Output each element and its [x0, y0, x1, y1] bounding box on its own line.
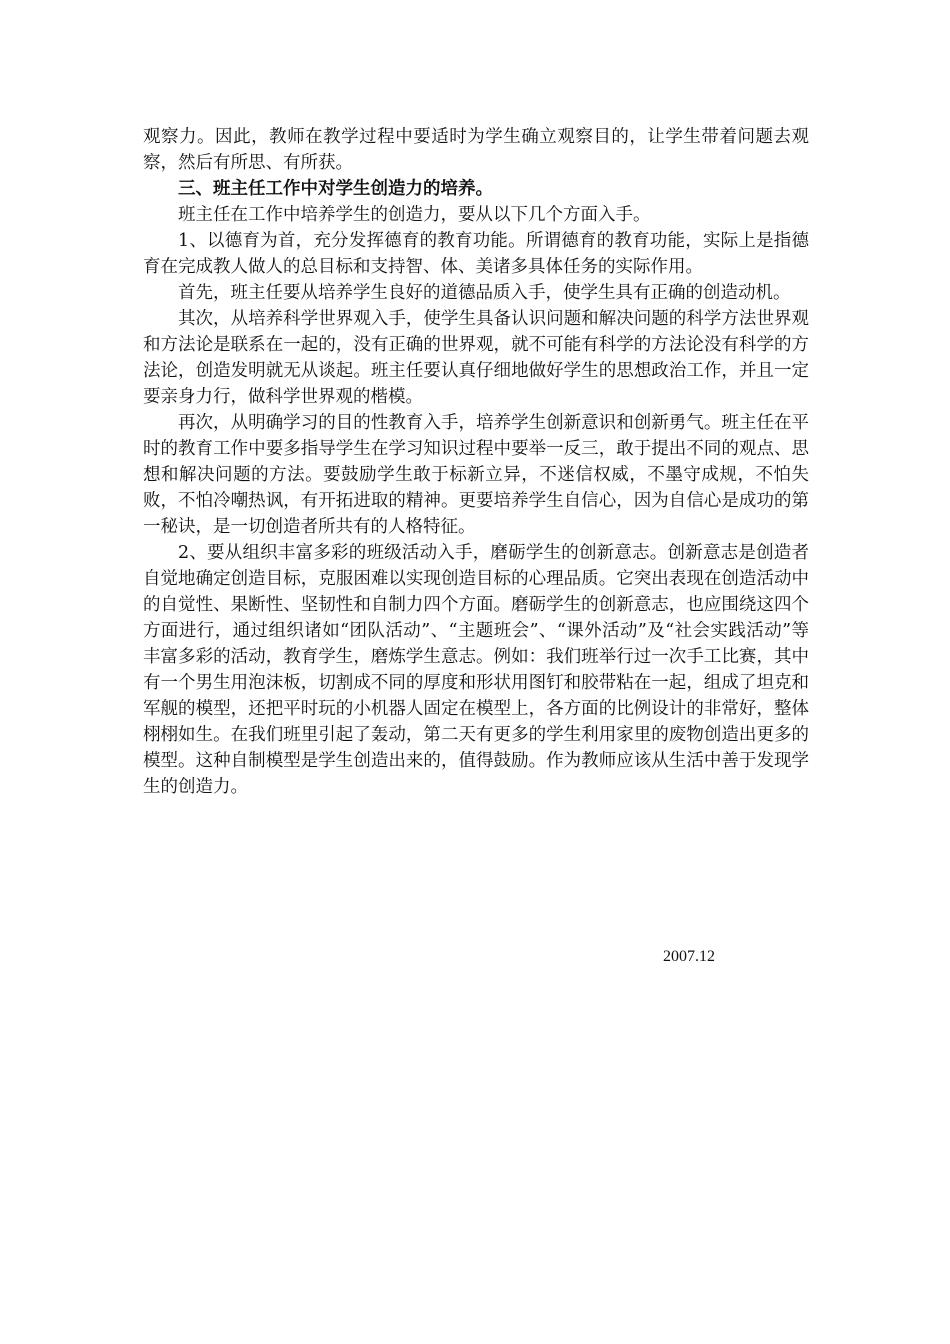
paragraph-intro: 班主任在工作中培养学生的创造力，要从以下几个方面入手。: [178, 205, 651, 225]
paragraph-second: 其次，从培养科学世界观入手，使学生具备认识问题和解决问题的科学方法世界观和方法论是联系在一起的，没有正确的世界观，就不可能有科学的方法论没有科学的方法论，创造发明就无从谈起。班主任要认真仔细地做好学生的思想政治工作，并且一定要亲身力行，做科学世界观的楷模。: [143, 309, 809, 407]
paragraph-point-2: 2、要从组织丰富多彩的班级活动入手，磨砺学生的创新意志。创新意志是创造者自觉地确定创造目标，克服困难以实现创造目标的心理品质。它突出表现在创造活动中的自觉性、果断性、坚韧性和自制力四个方面。磨砺学生的创新意志，也应围绕这四个方面进行，通过组织诸如“团队活动”、“主题班会”、“课外活动”及“社会实践活动”等丰富多彩的活动，教育学生，磨炼学生意志。例如：我们班举行过一次手工比赛，其中有一个男生用泡沫板，切割成不同的厚度和形状用图钉和胶带粘在一起，组成了坦克和军舰的模型，还把平时玩的小机器人固定在模型上，各方面的比例设计的非常好，整体栩栩如生。在我们班里引起了轰动，第二天有更多的学生利用家里的废物创造出更多的模型。这种自制模型是学生创造出来的，值得鼓励。作为教师应该从生活中善于发现学生的创造力。: [143, 543, 809, 797]
section-heading: 三、班主任工作中对学生创造力的培养。: [178, 179, 493, 199]
document-body: [143, 124, 809, 800]
paragraph-point-1: 1、以德育为首，充分发挥德育的教育功能。所谓德育的教育功能，实际上是指德育在完成教人做人的总目标和支持智、体、美诸多具体任务的实际作用。: [143, 231, 809, 277]
document-date: 2007.12: [663, 948, 715, 965]
paragraph-first: 首先，班主任要从培养学生良好的道德品质入手，使学生具有正确的创造动机。: [178, 283, 791, 303]
paragraph-continuation: 观察力。因此，教师在教学过程中要适时为学生确立观察目的，让学生带着问题去观察，然后有所思、有所获。: [143, 127, 809, 173]
paragraph-third: 再次，从明确学习的目的性教育入手，培养学生创新意识和创新勇气。班主任在平时的教育工作中要多指导学生在学习知识过程中要举一反三，敢于提出不同的观点、思想和解决问题的方法。要鼓励学生敢于标新立异，不迷信权威，不墨守成规，不怕失败，不怕冷嘲热讽，有开拓进取的精神。更要培养学生自信心，因为自信心是成功的第一秘诀，是一切创造者所共有的人格特征。: [143, 413, 809, 537]
